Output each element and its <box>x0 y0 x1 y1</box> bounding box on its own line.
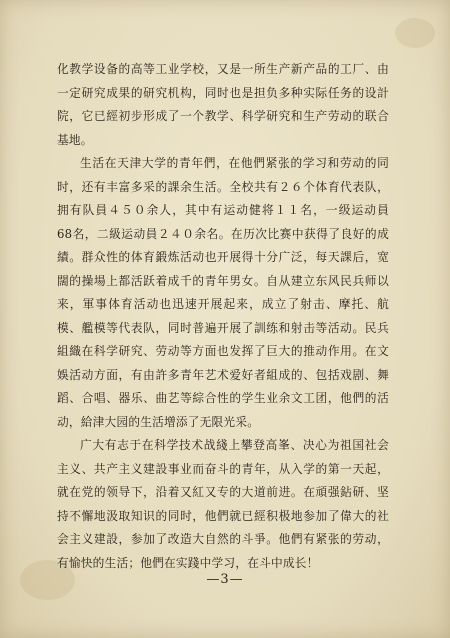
body-text <box>57 58 389 575</box>
text-line: 就在党的领导下，沿着又紅又专的大道前进。在頑强鉆研、坚 <box>57 485 389 499</box>
text-line: 生活在天津大学的青年們，在他們紧张的学习和劳动的同 <box>80 156 389 170</box>
text-line: 时，还有丰富多采的課余生活。全校共有２６个体育代表队， <box>57 179 389 194</box>
text-line: 持不懈地汲取知识的同时，他們就已經积极地参加了偉大的社 <box>57 508 389 523</box>
text-line: 动，給津大园的生活增添了无限光采。 <box>57 414 260 429</box>
text-line: 有愉快的生活；他們在实踐中学习，在斗中成长！ <box>57 555 319 570</box>
paragraph <box>57 434 389 575</box>
text-line: 績。群众性的体育鍛炼活动也开展得十分广泛，每天課后，宽 <box>57 250 389 264</box>
text-line: 会主义建設，参加了改造大自然的斗爭。他們有紧张的劳动， <box>57 532 389 546</box>
text-line: 拥有队員４５０余人，其中有运动健将１１名，一级运动員 <box>57 203 389 217</box>
paragraph <box>57 58 389 152</box>
page-number: —3— <box>206 572 244 587</box>
text-line: 基地。 <box>57 132 93 147</box>
paragraph <box>57 152 389 434</box>
text-line: 組織在科学研究、劳动等方面也发挥了巨大的推动作用。在文 <box>57 344 389 358</box>
text-line: 广大有志于在科学技术战綫上攀登高峯、决心为祖国社会 <box>80 438 389 452</box>
text-line: 蹈、合唱、器乐、曲艺等綜合性的学生业余文工团，他們的活 <box>57 391 389 405</box>
text-line: 来，軍事体育活动也迅速开展起来，成立了射击、摩托、航 <box>57 297 389 311</box>
text-line: 娛活动方面，有由許多青年艺术爱好者組成的、包括戏剧、舞 <box>57 367 389 382</box>
text-line: 一定研究成果的研究机构，同时也是担负多种实际任务的设計 <box>57 85 389 100</box>
text-line: 主义、共产主义建設事业而奋斗的青年，从入学的第一天起， <box>57 461 389 476</box>
text-line: 闊的操場上都活跃着成千的青年男女。自从建立东风民兵师以 <box>57 273 389 288</box>
paper-stain <box>395 18 435 48</box>
text-line: 68名，二級运动員２４０余名。在历次比赛中获得了良好的成 <box>57 226 389 241</box>
text-line: 院，它已經初步形成了一个教学、科学研究和生产劳动的联合 <box>57 109 389 123</box>
text-line: 模、艦模等代表队，同时普遍开展了訓练和射击等活动。民兵 <box>57 320 389 335</box>
text-line: 化教学设备的高等工业学校，又是一所生产新产品的工厂、由 <box>57 62 389 76</box>
